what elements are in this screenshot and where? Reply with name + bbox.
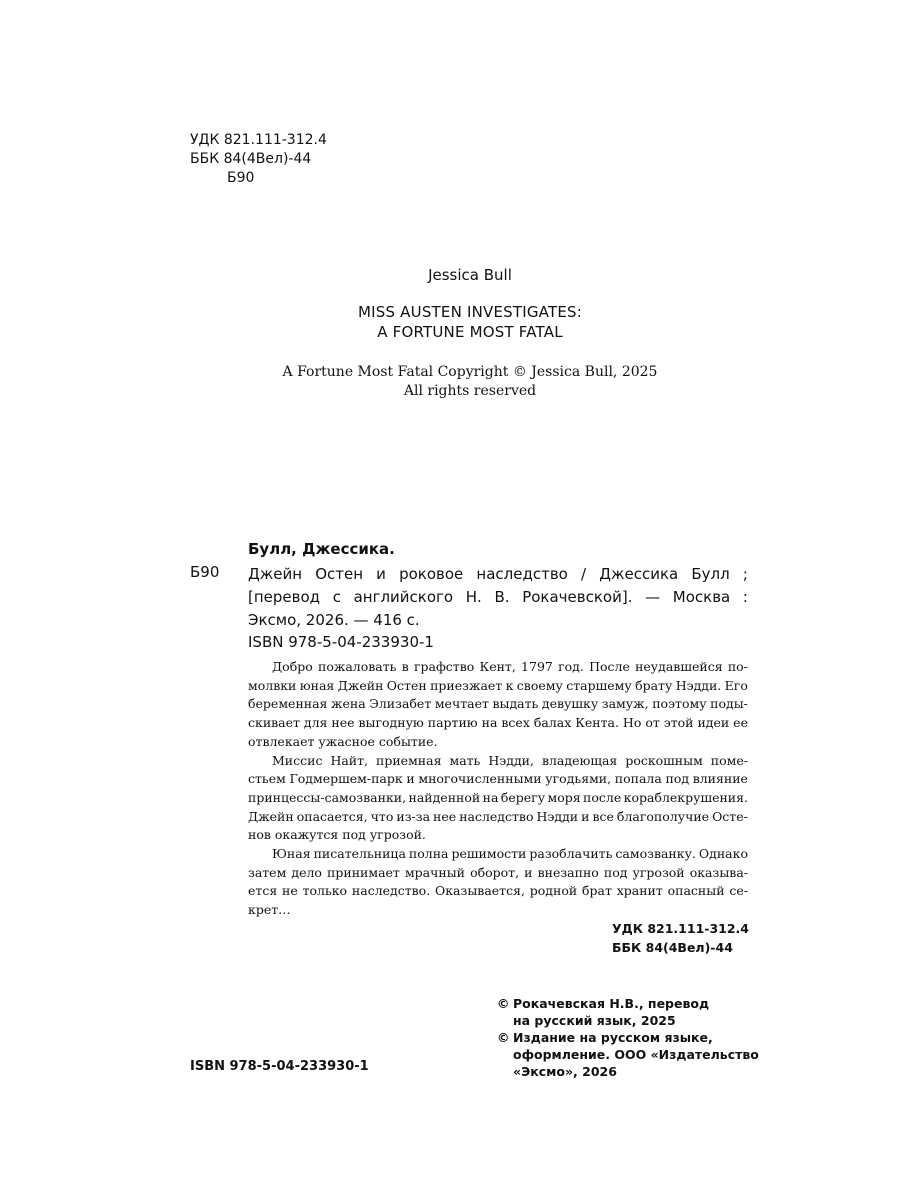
catalog-title-statement bbox=[248, 563, 748, 632]
original-title-line-1: MISS AUSTEN INVESTIGATES: bbox=[358, 303, 582, 321]
original-title bbox=[0, 302, 900, 342]
annotation bbox=[248, 658, 748, 920]
classification-block-top bbox=[190, 131, 327, 188]
title-statement-line: Эксмо, 2026. — 416 с. bbox=[248, 611, 420, 629]
original-author: Jessica Bull bbox=[428, 266, 512, 284]
annotation-line: ется не только наследство. Оказывается, родной брат хранит опасный се- bbox=[248, 883, 748, 899]
annotation-line: Миссис Найт, приемная мать Нэдди, владеющая роскошным поме- bbox=[272, 752, 748, 768]
annotation-line: Добро пожаловать в графство Кент, 1797 год. После неудавшейся по- bbox=[272, 659, 748, 674]
original-rights-line: All rights reserved bbox=[403, 383, 537, 399]
isbn-bottom: ISBN 978-5-04-233930-1 bbox=[190, 1059, 369, 1074]
annotation-line: скивает для нее выгодную партию на всех балах Кента. Но от этой идеи ее bbox=[248, 715, 748, 731]
annotation-line: беременная жена Элизабет мечтает выдать девушку замуж, поэтому поды- bbox=[248, 696, 748, 712]
classification-block-bottom bbox=[612, 919, 749, 957]
original-title-line-2: A FORTUNE MOST FATAL bbox=[377, 323, 563, 341]
bbk-code: ББК 84(4Вел)-44 bbox=[190, 151, 312, 167]
cutter-code: Б90 bbox=[227, 170, 255, 186]
original-copyright bbox=[0, 363, 900, 401]
original-copyright-line: A Fortune Most Fatal Copyright © Jessica Bull, 2025 bbox=[282, 364, 658, 380]
bbk-code: ББК 84(4Вел)-44 bbox=[612, 940, 733, 955]
annotation-line: нов окажутся под угрозой. bbox=[248, 827, 426, 843]
copyright-holders: © Рокачевская Н.В., перевод на русский язык, 2025 © Издание на русском языке, оформление. ООО «Издательство «Эксмо», 2026 bbox=[497, 996, 759, 1079]
annotation-line: стьем Годмершем-парк и многочисленными угодьями, попала под влияние bbox=[248, 771, 748, 787]
copyright-edition: © Издание на русском языке, bbox=[497, 1030, 713, 1045]
catalog-isbn: ISBN 978-5-04-233930-1 bbox=[248, 633, 434, 651]
copyright-symbol: © bbox=[497, 996, 510, 1011]
catalog-cutter: Б90 bbox=[190, 563, 220, 581]
annotation-line: затем дело принимает мрачный оборот, и внезапно под угрозой оказыва- bbox=[248, 864, 748, 880]
annotation-line: Юная писательница полна решимости разоблачить самозванку. Однако bbox=[272, 846, 748, 862]
annotation-line: отвлекает ужасное событие. bbox=[248, 733, 438, 749]
udk-code: УДК 821.111-312.4 bbox=[190, 132, 327, 148]
copyright-symbol: © bbox=[497, 1030, 510, 1045]
title-statement-line: Джейн Остен и роковое наследство / Джессика Булл ; bbox=[248, 565, 748, 583]
annotation-line: крет… bbox=[248, 902, 291, 918]
annotation-line: принцессы-самозванки, найденной на берегу моря после кораблекрушения. bbox=[248, 789, 748, 805]
annotation-line: молвки юная Джейн Остен приезжает к своему старшему брату Нэдди. Его bbox=[248, 677, 748, 693]
annotation-line: Джейн опасается, что из-за нее наследство Нэдди и все благополучие Осте- bbox=[248, 808, 748, 824]
title-statement-line: [перевод с английского Н. В. Рокачевской]. — Москва : bbox=[248, 588, 748, 606]
udk-code: УДК 821.111-312.4 bbox=[612, 921, 749, 936]
catalog-heading: Булл, Джессика. bbox=[248, 540, 395, 558]
copyright-translation: © Рокачевская Н.В., перевод bbox=[497, 996, 710, 1011]
